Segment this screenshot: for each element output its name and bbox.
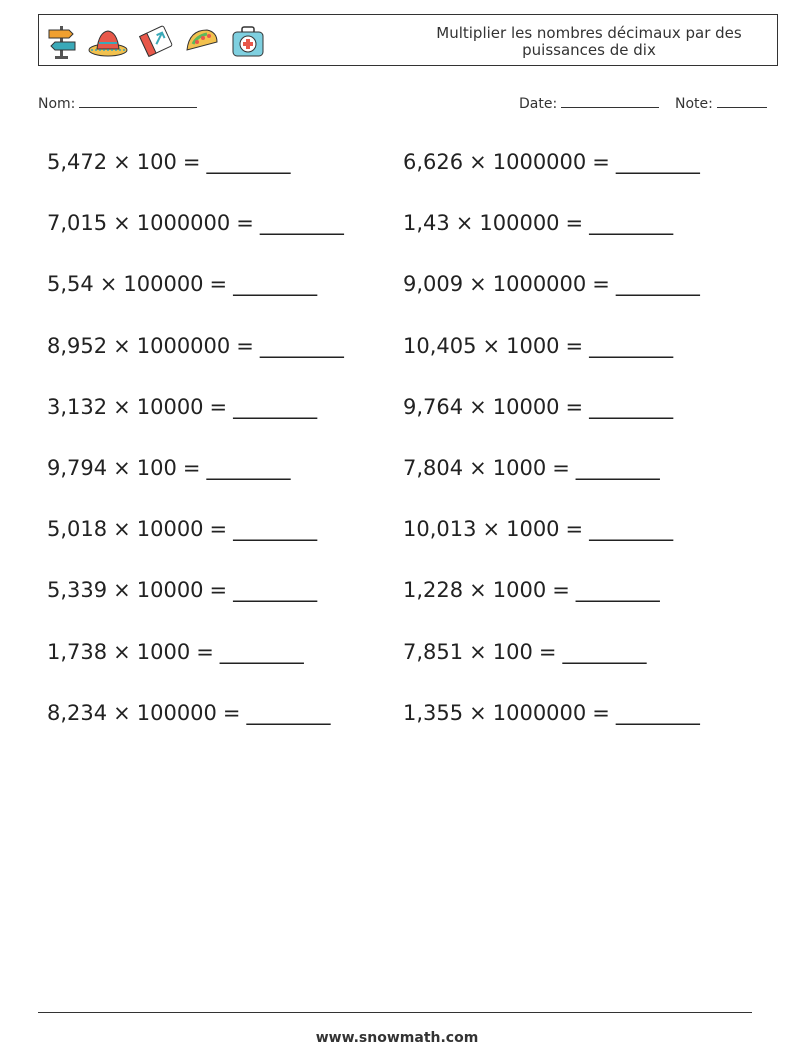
first-aid-kit-icon xyxy=(229,22,267,60)
problem-left-operand: 5,54 xyxy=(47,272,94,297)
problem-right-operand: 1000 xyxy=(136,639,191,664)
problem-right-operand: 1000 xyxy=(506,517,560,542)
problem-10 xyxy=(403,395,673,419)
equals-sign: = xyxy=(538,639,557,664)
answer-blank[interactable]: ________ xyxy=(615,700,700,725)
problem-right-operand: 100000 xyxy=(136,700,217,725)
problem-18 xyxy=(403,640,646,664)
problem-right-operand: 100000 xyxy=(123,272,204,297)
answer-blank[interactable]: ________ xyxy=(246,700,331,725)
footer-site: www.snowmath.com xyxy=(315,1030,479,1046)
signpost-icon xyxy=(45,22,79,60)
answer-blank[interactable]: ________ xyxy=(233,517,318,542)
multiply-sign: × xyxy=(482,517,501,542)
equals-sign: = xyxy=(236,211,254,236)
problem-1 xyxy=(47,150,290,174)
problem-left-operand: 9,794 xyxy=(47,456,108,480)
multiply-sign: × xyxy=(469,150,487,174)
multiply-sign: × xyxy=(469,700,487,725)
problem-left-operand: 8,952 xyxy=(47,333,108,358)
problem-6 xyxy=(403,272,700,296)
problem-left-operand: 8,234 xyxy=(47,700,108,725)
problem-right-operand: 10000 xyxy=(136,517,204,542)
answer-blank[interactable]: ________ xyxy=(233,272,318,297)
multiply-sign: × xyxy=(469,394,487,419)
problem-3 xyxy=(47,211,344,235)
answer-blank[interactable]: ________ xyxy=(562,639,647,664)
equals-sign: = xyxy=(552,578,570,603)
answer-blank[interactable]: ________ xyxy=(233,578,318,603)
equals-sign: = xyxy=(196,639,214,664)
problem-right-operand: 1000 xyxy=(506,333,560,358)
problem-right-operand: 100000 xyxy=(479,211,560,236)
problem-left-operand: 1,228 xyxy=(403,578,464,603)
equals-sign: = xyxy=(222,700,241,725)
problem-left-operand: 10,013 xyxy=(403,517,477,542)
grade-label: Note: xyxy=(675,96,713,112)
answer-blank[interactable]: ________ xyxy=(233,394,318,419)
problem-8 xyxy=(403,334,673,358)
equals-sign: = xyxy=(565,394,584,419)
problem-right-operand: 10000 xyxy=(492,394,560,419)
problem-7 xyxy=(47,334,344,358)
equals-sign: = xyxy=(565,211,584,236)
problem-19 xyxy=(47,701,331,725)
problem-left-operand: 1,738 xyxy=(47,639,108,664)
multiply-sign: × xyxy=(469,578,487,603)
problem-right-operand: 1000000 xyxy=(492,272,587,297)
problem-12 xyxy=(403,456,660,480)
problem-left-operand: 5,472 xyxy=(47,150,108,174)
problem-right-operand: 1000000 xyxy=(136,333,231,358)
answer-blank[interactable]: ________ xyxy=(259,333,344,358)
equals-sign: = xyxy=(552,456,570,480)
problem-left-operand: 7,851 xyxy=(403,639,464,664)
problem-4 xyxy=(403,211,673,235)
problem-right-operand: 10000 xyxy=(136,578,204,603)
problem-right-operand: 100 xyxy=(136,150,177,174)
problem-14 xyxy=(403,517,673,541)
problem-right-operand: 1000 xyxy=(492,456,547,480)
equals-sign: = xyxy=(209,272,228,297)
answer-blank[interactable]: ________ xyxy=(589,211,674,236)
footer-divider xyxy=(38,1012,752,1013)
problem-right-operand: 100 xyxy=(136,456,177,480)
problem-left-operand: 10,405 xyxy=(403,333,477,358)
answer-blank[interactable]: ________ xyxy=(615,272,700,297)
problem-right-operand: 1000000 xyxy=(136,211,231,236)
equals-sign: = xyxy=(209,517,228,542)
equals-sign: = xyxy=(182,456,201,480)
multiply-sign: × xyxy=(113,700,131,725)
equals-sign: = xyxy=(592,150,610,174)
multiply-sign: × xyxy=(469,639,487,664)
problem-17 xyxy=(47,640,304,664)
problem-right-operand: 100 xyxy=(492,639,533,664)
answer-blank[interactable]: ________ xyxy=(575,456,660,480)
problem-left-operand: 9,764 xyxy=(403,394,464,419)
name-field xyxy=(38,93,197,112)
problem-11 xyxy=(47,456,290,480)
answer-blank[interactable]: ________ xyxy=(589,333,674,358)
grade-field xyxy=(675,93,767,112)
problem-left-operand: 6,626 xyxy=(403,150,464,174)
header-icons xyxy=(45,21,267,61)
problem-15 xyxy=(47,578,317,602)
problem-left-operand: 3,132 xyxy=(47,394,108,419)
name-blank[interactable] xyxy=(79,93,197,108)
equals-sign: = xyxy=(592,272,610,297)
answer-blank[interactable]: ________ xyxy=(206,456,291,480)
multiply-sign: × xyxy=(113,211,131,236)
date-label: Date: xyxy=(519,96,558,112)
worksheet-header xyxy=(38,14,778,66)
equals-sign: = xyxy=(209,394,228,419)
multiply-sign: × xyxy=(113,639,131,664)
problem-left-operand: 1,43 xyxy=(403,211,450,236)
problem-right-operand: 10000 xyxy=(136,394,204,419)
answer-blank[interactable]: ________ xyxy=(575,578,660,603)
answer-blank[interactable]: ________ xyxy=(219,639,304,664)
multiply-sign: × xyxy=(455,211,474,236)
date-field xyxy=(519,93,659,112)
problem-right-operand: 1000000 xyxy=(492,150,587,174)
answer-blank[interactable]: ________ xyxy=(589,517,674,542)
multiply-sign: × xyxy=(113,150,131,174)
answer-blank[interactable]: ________ xyxy=(615,150,700,174)
problem-13 xyxy=(47,517,317,541)
date-blank[interactable] xyxy=(561,93,659,108)
grade-blank[interactable] xyxy=(717,93,767,108)
multiply-sign: × xyxy=(113,517,131,542)
answer-blank[interactable]: ________ xyxy=(206,150,291,174)
problem-9 xyxy=(47,395,317,419)
multiply-sign: × xyxy=(113,333,131,358)
equals-sign: = xyxy=(209,578,228,603)
problem-left-operand: 5,339 xyxy=(47,578,108,603)
name-label: Nom: xyxy=(38,96,76,112)
multiply-sign: × xyxy=(482,333,501,358)
problem-right-operand: 1000 xyxy=(492,578,547,603)
problem-left-operand: 5,018 xyxy=(47,517,108,542)
multiply-sign: × xyxy=(113,578,131,603)
problem-left-operand: 7,804 xyxy=(403,456,464,480)
multiply-sign: × xyxy=(99,272,118,297)
problem-left-operand: 7,015 xyxy=(47,211,108,236)
problem-2 xyxy=(403,150,700,174)
ticket-icon xyxy=(137,22,175,60)
multiply-sign: × xyxy=(113,394,131,419)
multiply-sign: × xyxy=(469,456,487,480)
equals-sign: = xyxy=(565,517,584,542)
taco-icon xyxy=(183,22,221,60)
answer-blank[interactable]: ________ xyxy=(259,211,344,236)
equals-sign: = xyxy=(565,333,584,358)
multiply-sign: × xyxy=(113,456,131,480)
problem-right-operand: 1000000 xyxy=(492,700,587,725)
problem-left-operand: 1,355 xyxy=(403,700,464,725)
equals-sign: = xyxy=(592,700,610,725)
answer-blank[interactable]: ________ xyxy=(589,394,674,419)
sombrero-icon xyxy=(87,22,129,60)
problem-20 xyxy=(403,701,700,725)
problem-left-operand: 9,009 xyxy=(403,272,464,297)
multiply-sign: × xyxy=(469,272,487,297)
problem-5 xyxy=(47,272,317,296)
worksheet-title: Multiplier les nombres décimaux par des puissances de dix xyxy=(436,24,742,59)
problem-16 xyxy=(403,578,660,602)
equals-sign: = xyxy=(182,150,201,174)
equals-sign: = xyxy=(236,333,254,358)
